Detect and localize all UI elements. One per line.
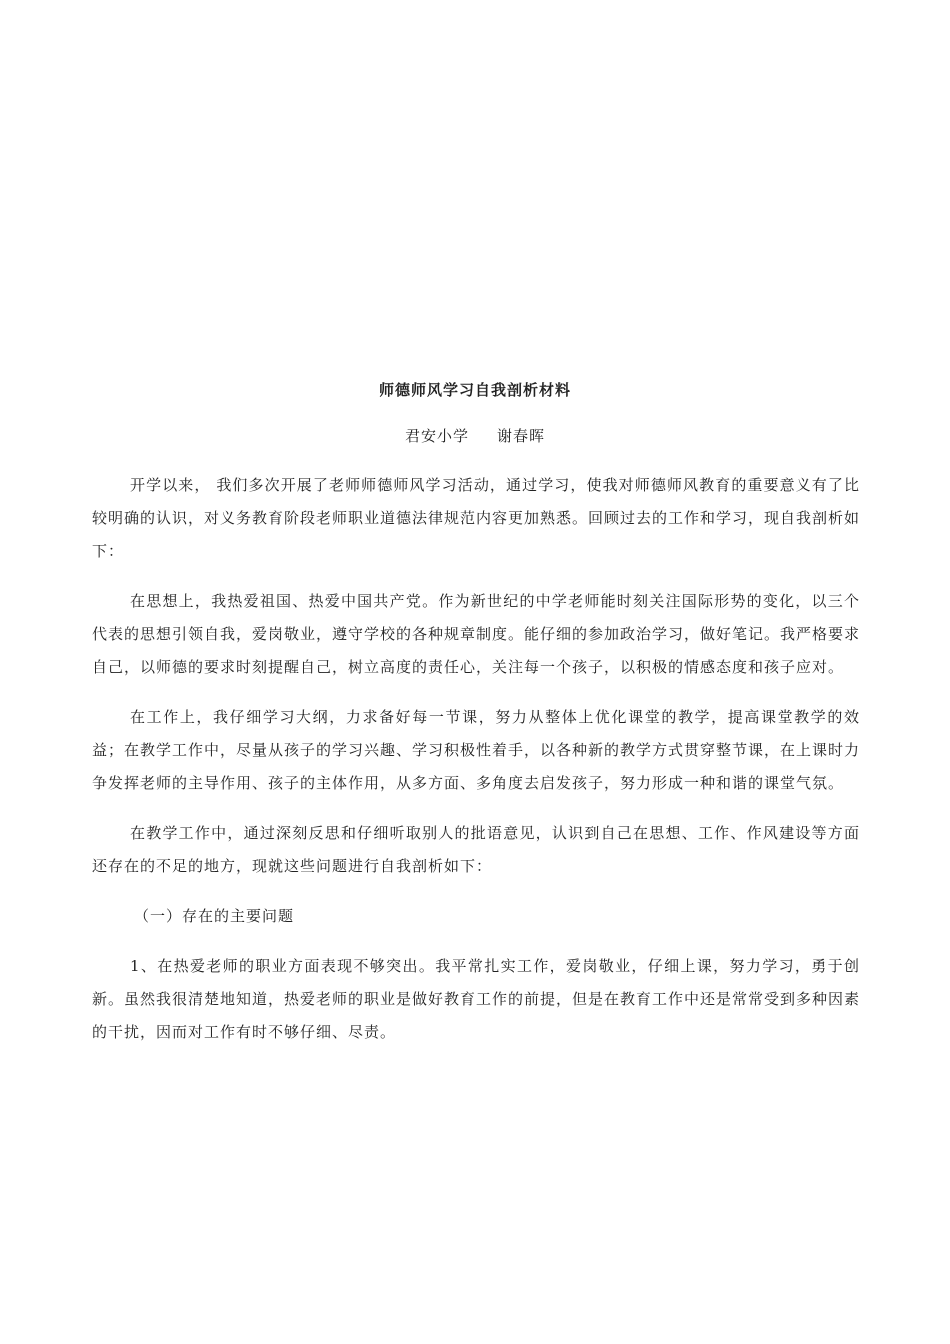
section-heading: （一）存在的主要问题	[134, 907, 295, 925]
school-name: 君安小学	[404, 427, 469, 445]
paragraph-issue-1: 1、在热爱老师的职业方面表现不够突出。我平常扎实工作，爱岗敬业，仔细上课，努力学习，勇于创新。虽然我很清楚地知道，热爱老师的职业是做好教育工作的前提，但是在教育工作中还是常常受到多种因素的干扰，因而对工作有时不够仔细、尽责。	[92, 957, 861, 1041]
paragraph-reflection: 在教学工作中，通过深刻反思和仔细听取别人的批语意见，认识到自己在思想、工作、作风建设等方面还存在的不足的地方，现就这些问题进行自我剖析如下：	[92, 824, 860, 875]
paragraph-intro: 开学以来， 我们多次开展了老师师德师风学习活动，通过学习，使我对师德师风教育的重要意义有了比较明确的认识，对义务教育阶段老师职业道德法律规范内容更加熟悉。回顾过去的工作和学习，现自我剖析如下：	[92, 476, 861, 560]
document-title: 师德师风学习自我剖析材料	[378, 381, 571, 399]
paragraph-thought: 在思想上，我热爱祖国、热爱中国共产党。作为新世纪的中学老师能时刻关注国际形势的变化，以三个代表的思想引领自我，爱岗敬业，遵守学校的各种规章制度。能仔细的参加政治学习，做好笔记。我严格要求自己，以师德的要求时刻提醒自己，树立高度的责任心，关注每一个孩子，以积极的情感态度和孩子应对。	[92, 592, 861, 676]
paragraph-work: 在工作上，我仔细学习大纲，力求备好每一节课，努力从整体上优化课堂的教学，提高课堂教学的效益；在教学工作中，尽量从孩子的学习兴趣、学习积极性着手，以各种新的教学方式贯穿整节课，在上课时力争发挥老师的主导作用、孩子的主体作用，从多方面、多角度去启发孩子，努力形成一种和谐的课堂气氛。	[92, 708, 861, 792]
body-text	[92, 469, 860, 1066]
author-line	[0, 424, 950, 448]
author-name: 谢春晖	[497, 427, 546, 445]
